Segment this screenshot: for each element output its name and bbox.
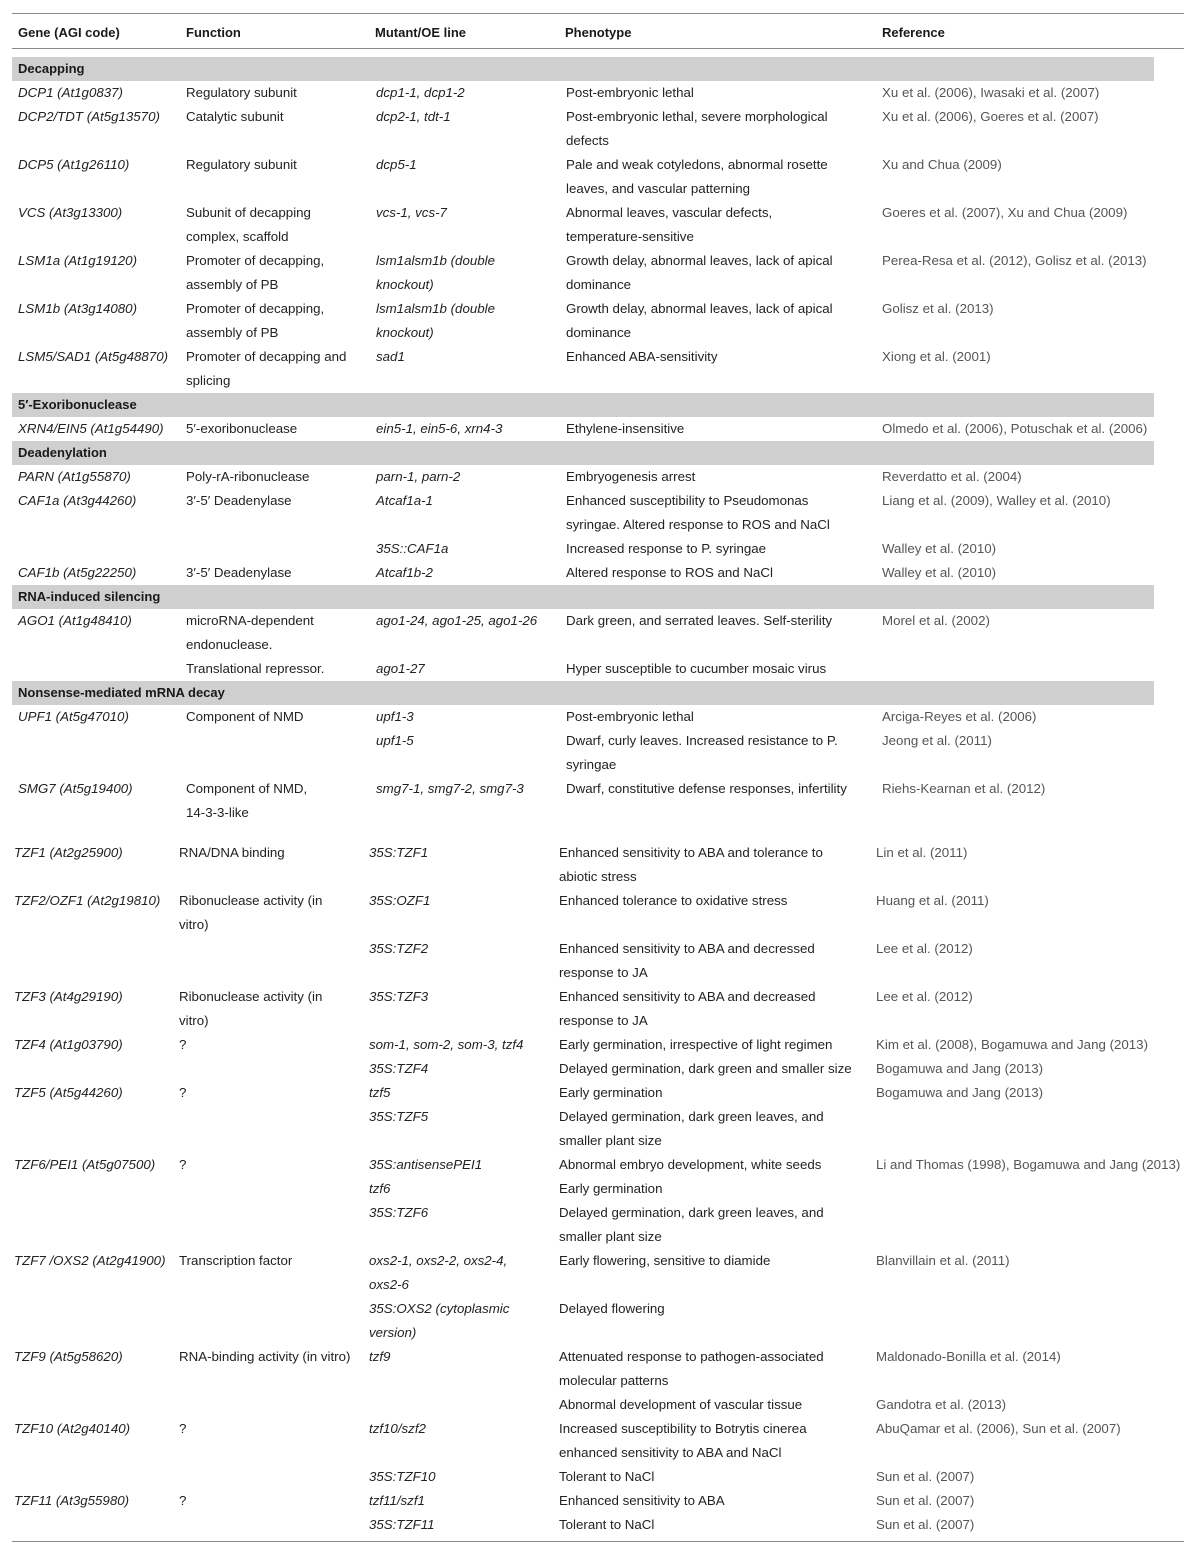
cell-gene: SMG7 (At5g19400) (18, 781, 133, 796)
cell-mutant: dcp1-1, dcp1-2 (376, 85, 465, 100)
cell-gene: TZF9 (At5g58620) (14, 1349, 123, 1364)
cell-gene: PARN (At1g55870) (18, 469, 131, 484)
cell-mutant: tzf5 (369, 1085, 391, 1100)
table-row (12, 657, 1184, 681)
cell-gene: TZF3 (At4g29190) (14, 989, 123, 1004)
cell-function: RNA/DNA binding (179, 845, 285, 860)
cell-mutant: 35S:TZF5 (369, 1109, 429, 1124)
cell-phenotype: Enhanced ABA-sensitivity (566, 349, 718, 364)
section-header: Nonsense-mediated mRNA decay (12, 681, 1154, 705)
cell-mutant: lsm1alsm1b (double knockout) (376, 253, 495, 292)
table-row (12, 841, 1184, 889)
cell-phenotype: Abnormal leaves, vascular defects, temperature-sensitive (566, 205, 773, 244)
cell-mutant: 35S:OXS2 (cytoplasmic version) (369, 1301, 510, 1340)
cell-reference: Lee et al. (2012) (876, 941, 973, 956)
cell-function: Promoter of decapping, assembly of PB (186, 253, 325, 292)
cell-phenotype: Increased response to P. syringae (566, 541, 767, 556)
cell-function: Regulatory subunit (186, 157, 297, 172)
cell-reference: Bogamuwa and Jang (2013) (876, 1085, 1044, 1100)
bottom-rule (12, 1541, 1184, 1542)
cell-phenotype: Enhanced tolerance to oxidative stress (559, 893, 788, 908)
table-row (12, 1393, 1184, 1417)
cell-reference: Sun et al. (2007) (876, 1469, 975, 1484)
cell-reference: Lee et al. (2012) (876, 989, 973, 1004)
cell-phenotype: Ethylene-insensitive (566, 421, 685, 436)
cell-phenotype: Abnormal development of vascular tissue (559, 1397, 803, 1412)
cell-mutant: upf1-3 (376, 709, 414, 724)
cell-gene: DCP2/TDT (At5g13570) (18, 109, 160, 124)
cell-function: ? (179, 1085, 187, 1100)
cell-gene: DCP5 (At1g26110) (18, 157, 130, 172)
cell-mutant: dcp5-1 (376, 157, 417, 172)
cell-function: ? (179, 1493, 187, 1508)
table-row (12, 1201, 1184, 1249)
cell-mutant: tzf6 (369, 1181, 391, 1196)
cell-function: 3′-5′ Deadenylase (186, 565, 292, 580)
section-header: Decapping (12, 57, 1154, 81)
table-row (12, 1417, 1184, 1465)
header-row (12, 14, 1184, 48)
cell-phenotype: Abnormal embryo development, white seeds (559, 1157, 822, 1172)
cell-phenotype: Enhanced sensitivity to ABA and decressed response to JA (559, 941, 815, 980)
cell-mutant: 35S:TZF11 (369, 1517, 435, 1532)
cell-phenotype: Enhanced susceptibility to Pseudomonas syringae. Altered response to ROS and NaCl (566, 493, 830, 532)
cell-reference: Xiong et al. (2001) (882, 349, 991, 364)
header-function: Function (186, 25, 241, 40)
table-row (12, 1153, 1184, 1177)
cell-mutant: ein5-1, ein5-6, xrn4-3 (376, 421, 503, 436)
cell-function: ? (179, 1421, 187, 1436)
cell-reference: Olmedo et al. (2006), Potuschak et al. (2006) (882, 421, 1148, 436)
cell-gene: DCP1 (At1g0837) (18, 85, 123, 100)
cell-gene: TZF7 /OXS2 (At2g41900) (14, 1253, 166, 1268)
section-header: Deadenylation (12, 441, 1154, 465)
cell-gene: LSM5/SAD1 (At5g48870) (18, 349, 169, 364)
table-row (12, 1513, 1184, 1537)
table-body (12, 49, 1184, 1537)
table-row (12, 889, 1184, 937)
table-row (12, 465, 1184, 489)
table-row (12, 729, 1184, 777)
cell-phenotype: Growth delay, abnormal leaves, lack of apical dominance (566, 301, 833, 340)
cell-mutant: tzf9 (369, 1349, 391, 1364)
cell-mutant: 35S:antisensePEI1 (369, 1157, 483, 1172)
table-row (12, 1297, 1184, 1345)
cell-mutant: 35S:TZF2 (369, 941, 429, 956)
cell-mutant: 35S::CAF1a (376, 541, 449, 556)
section-header: RNA-induced silencing (12, 585, 1154, 609)
cell-function: Regulatory subunit (186, 85, 297, 100)
cell-gene: VCS (At3g13300) (18, 205, 123, 220)
cell-phenotype: Early germination (559, 1181, 663, 1196)
cell-function: Ribonuclease activity (in vitro) (179, 989, 323, 1028)
cell-reference: Xu and Chua (2009) (882, 157, 1002, 172)
table-row (12, 249, 1184, 297)
cell-reference: Bogamuwa and Jang (2013) (876, 1061, 1044, 1076)
header-mutant: Mutant/OE line (375, 25, 466, 40)
cell-function: microRNA-dependent endonuclease. (186, 613, 314, 652)
cell-function: Transcription factor (179, 1253, 293, 1268)
table-row (12, 1057, 1184, 1081)
cell-reference: Riehs-Kearnan et al. (2012) (882, 781, 1046, 796)
cell-mutant: 35S:TZF1 (369, 845, 429, 860)
cell-mutant: tzf11/szf1 (369, 1493, 425, 1508)
cell-function: ? (179, 1157, 187, 1172)
cell-gene: CAF1a (At3g44260) (18, 493, 137, 508)
table-row (12, 297, 1184, 345)
cell-function: Component of NMD, 14-3-3-like (186, 781, 308, 820)
cell-mutant: Atcaf1a-1 (376, 493, 433, 508)
cell-mutant: 35S:OZF1 (369, 893, 431, 908)
table-row (12, 105, 1184, 153)
cell-phenotype: Post-embryonic lethal, severe morphological defects (566, 109, 828, 148)
cell-gene: UPF1 (At5g47010) (18, 709, 129, 724)
cell-phenotype: Early flowering, sensitive to diamide (559, 1253, 771, 1268)
cell-mutant: dcp2-1, tdt-1 (376, 109, 451, 124)
cell-function: 5′-exoribonuclease (186, 421, 298, 436)
cell-phenotype: Dwarf, constitutive defense responses, infertility (566, 781, 847, 796)
cell-phenotype: Pale and weak cotyledons, abnormal rosette leaves, and vascular patterning (566, 157, 828, 196)
cell-reference: Xu et al. (2006), Goeres et al. (2007) (882, 109, 1099, 124)
cell-reference: Gandotra et al. (2013) (876, 1397, 1007, 1412)
table-row (12, 1105, 1184, 1153)
cell-phenotype: Growth delay, abnormal leaves, lack of apical dominance (566, 253, 833, 292)
table-row (12, 561, 1184, 585)
cell-mutant: parn-1, parn-2 (376, 469, 461, 484)
cell-phenotype: Post-embryonic lethal (566, 85, 694, 100)
cell-phenotype: Tolerant to NaCl (559, 1469, 655, 1484)
cell-function: Catalytic subunit (186, 109, 284, 124)
cell-function: Ribonuclease activity (in vitro) (179, 893, 323, 932)
cell-function: 3′-5′ Deadenylase (186, 493, 292, 508)
cell-phenotype: Enhanced sensitivity to ABA and tolerance to abiotic stress (559, 845, 823, 884)
cell-reference: Reverdatto et al. (2004) (882, 469, 1022, 484)
table-row (12, 1177, 1184, 1201)
cell-reference: Walley et al. (2010) (882, 565, 997, 580)
cell-reference: Goeres et al. (2007), Xu and Chua (2009) (882, 205, 1128, 220)
cell-function: Component of NMD (186, 709, 304, 724)
cell-function: Promoter of decapping and splicing (186, 349, 347, 388)
cell-function: Poly-rA-ribonuclease (186, 469, 310, 484)
table-row (12, 345, 1184, 393)
cell-gene: TZF10 (At2g40140) (14, 1421, 131, 1436)
cell-gene: TZF5 (At5g44260) (14, 1085, 123, 1100)
header-reference: Reference (882, 25, 945, 40)
table-row (12, 489, 1184, 537)
table-row (12, 153, 1184, 201)
cell-mutant: tzf10/szf2 (369, 1421, 426, 1436)
table-row (12, 609, 1184, 657)
cell-gene: AGO1 (At1g48410) (18, 613, 132, 628)
cell-reference: Jeong et al. (2011) (882, 733, 992, 748)
cell-phenotype: Delayed germination, dark green leaves, and smaller plant size (559, 1109, 824, 1148)
cell-mutant: ago1-27 (376, 661, 425, 676)
table-row (12, 1489, 1184, 1513)
cell-gene: LSM1b (At3g14080) (18, 301, 138, 316)
cell-function: ? (179, 1037, 187, 1052)
cell-reference: Huang et al. (2011) (876, 893, 989, 908)
cell-gene: TZF6/PEI1 (At5g07500) (14, 1157, 156, 1172)
cell-reference: Lin et al. (2011) (876, 845, 968, 860)
cell-mutant: lsm1alsm1b (double knockout) (376, 301, 495, 340)
table-row (12, 1345, 1184, 1393)
cell-mutant: 35S:TZF3 (369, 989, 429, 1004)
cell-reference: Liang et al. (2009), Walley et al. (2010) (882, 493, 1111, 508)
genes-table (12, 13, 1184, 1542)
cell-phenotype: Attenuated response to pathogen-associated molecular patterns (559, 1349, 824, 1388)
cell-mutant: 35S:TZF6 (369, 1205, 429, 1220)
cell-reference: Xu et al. (2006), Iwasaki et al. (2007) (882, 85, 1100, 100)
cell-mutant: 35S:TZF4 (369, 1061, 429, 1076)
cell-mutant: smg7-1, smg7-2, smg7-3 (376, 781, 524, 796)
cell-reference: Li and Thomas (1998), Bogamuwa and Jang (2013) (876, 1157, 1181, 1172)
table-row (12, 985, 1184, 1033)
cell-phenotype: Early germination, irrespective of light regimen (559, 1037, 833, 1052)
cell-mutant: upf1-5 (376, 733, 414, 748)
cell-function: Translational repressor. (186, 661, 325, 676)
table-row (12, 537, 1184, 561)
cell-phenotype: Dwarf, curly leaves. Increased resistance to P. syringae (566, 733, 838, 772)
cell-phenotype: Post-embryonic lethal (566, 709, 694, 724)
section-header: 5′-Exoribonuclease (12, 393, 1154, 417)
cell-phenotype: Embryogenesis arrest (566, 469, 696, 484)
cell-phenotype: Enhanced sensitivity to ABA (559, 1493, 725, 1508)
cell-gene: LSM1a (At1g19120) (18, 253, 138, 268)
cell-function: Subunit of decapping complex, scaffold (186, 205, 311, 244)
cell-mutant: vcs-1, vcs-7 (376, 205, 447, 220)
table-row (12, 705, 1184, 729)
cell-reference: Golisz et al. (2013) (882, 301, 994, 316)
cell-phenotype: Delayed flowering (559, 1301, 665, 1316)
table-row (12, 1249, 1184, 1297)
cell-reference: Kim et al. (2008), Bogamuwa and Jang (2013) (876, 1037, 1149, 1052)
cell-gene: TZF11 (At3g55980) (14, 1493, 130, 1508)
cell-reference: Morel et al. (2002) (882, 613, 990, 628)
cell-phenotype: Enhanced sensitivity to ABA and decreased response to JA (559, 989, 816, 1028)
table-row (12, 417, 1184, 441)
cell-mutant: Atcaf1b-2 (376, 565, 433, 580)
cell-reference: Walley et al. (2010) (882, 541, 997, 556)
cell-reference: Maldonado-Bonilla et al. (2014) (876, 1349, 1061, 1364)
cell-gene: CAF1b (At5g22250) (18, 565, 137, 580)
header-phenotype: Phenotype (565, 25, 632, 40)
cell-function: RNA-binding activity (in vitro) (179, 1349, 351, 1364)
cell-reference: Sun et al. (2007) (876, 1517, 975, 1532)
cell-mutant: sad1 (376, 349, 405, 364)
cell-mutant: ago1-24, ago1-25, ago1-26 (376, 613, 538, 628)
cell-reference: Blanvillain et al. (2011) (876, 1253, 1010, 1268)
cell-reference: AbuQamar et al. (2006), Sun et al. (2007) (876, 1421, 1121, 1436)
cell-phenotype: Increased susceptibility to Botrytis cinerea enhanced sensitivity to ABA and NaCl (559, 1421, 807, 1460)
cell-phenotype: Altered response to ROS and NaCl (566, 565, 773, 580)
cell-phenotype: Dark green, and serrated leaves. Self-sterility (566, 613, 833, 628)
cell-reference: Sun et al. (2007) (876, 1493, 975, 1508)
cell-gene: TZF4 (At1g03790) (14, 1037, 123, 1052)
table-row (12, 777, 1184, 825)
table-row (12, 937, 1184, 985)
cell-mutant: som-1, som-2, som-3, tzf4 (369, 1037, 524, 1052)
table-row (12, 1033, 1184, 1057)
cell-reference: Perea-Resa et al. (2012), Golisz et al. (2013) (882, 253, 1147, 268)
cell-reference: Arciga-Reyes et al. (2006) (882, 709, 1037, 724)
cell-phenotype: Delayed germination, dark green leaves, and smaller plant size (559, 1205, 824, 1244)
cell-phenotype: Delayed germination, dark green and smaller size (559, 1061, 852, 1076)
cell-phenotype: Tolerant to NaCl (559, 1517, 655, 1532)
cell-phenotype: Hyper susceptible to cucumber mosaic virus (566, 661, 827, 676)
cell-mutant: oxs2-1, oxs2-2, oxs2-4, oxs2-6 (369, 1253, 508, 1292)
table-row (12, 201, 1184, 249)
table-row (12, 1465, 1184, 1489)
cell-gene: TZF2/OZF1 (At2g19810) (14, 893, 161, 908)
table-row (12, 1081, 1184, 1105)
cell-gene: XRN4/EIN5 (At1g54490) (18, 421, 164, 436)
table-row (12, 81, 1184, 105)
header-gene: Gene (AGI code) (18, 25, 120, 40)
cell-mutant: 35S:TZF10 (369, 1469, 436, 1484)
cell-gene: TZF1 (At2g25900) (14, 845, 123, 860)
cell-function: Promoter of decapping, assembly of PB (186, 301, 325, 340)
cell-phenotype: Early germination (559, 1085, 663, 1100)
